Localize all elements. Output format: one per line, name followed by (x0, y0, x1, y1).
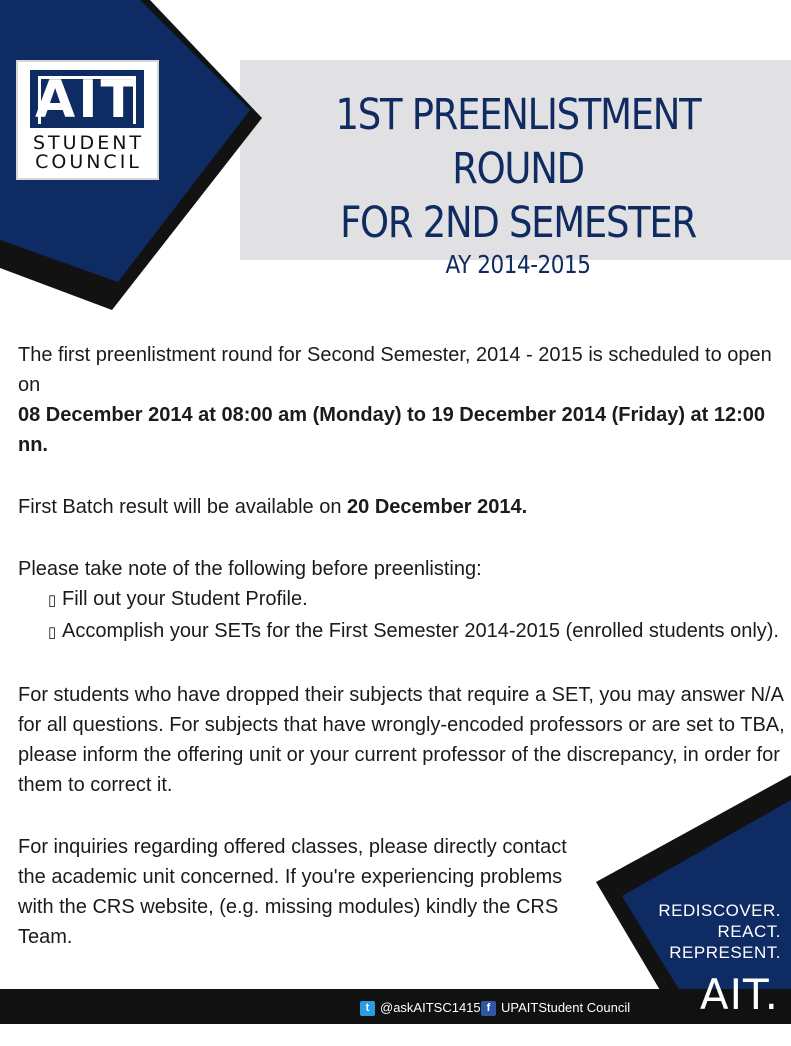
facebook-page: UPAITStudent Council (501, 1000, 631, 1015)
schedule-text: The first preenlistment round for Second Semester, 2014 - 2015 is scheduled to open on (18, 344, 772, 396)
list-item (18, 616, 788, 648)
result-text: First Batch result will be available on (18, 496, 342, 518)
slogan-line-1: REDISCOVER. (658, 901, 781, 920)
logo-mark (30, 70, 144, 128)
list-item-text: Fill out your Student Profile. (62, 588, 308, 610)
schedule-dates: 08 December 2014 at 08:00 am (Monday) to 19 December 2014 (Friday) at 12:00 nn. (18, 404, 766, 456)
twitter-handle-group (360, 1000, 481, 1016)
reminders-section (18, 554, 788, 648)
logo-line-student: STUDENT (32, 132, 145, 154)
logo-mark-text: AIT (34, 70, 140, 130)
result-date: 20 December 2014. (347, 496, 528, 518)
bullet-icon: ▯ (48, 624, 57, 641)
list-item-text: Accomplish your SETs for the First Semester 2014-2015 (enrolled students only). (62, 620, 779, 642)
inquiries-paragraph: For inquiries regarding offered classes, please directly contact the academic unit concerned. If you're experiencing problems with the CRS website, (e.g. missing modules) kindly the CRS Team. (18, 836, 567, 948)
bullet-icon: ▯ (48, 592, 57, 609)
title-line-2: FOR 2ND SEMESTER (340, 198, 696, 248)
ait-corner-mark: AIT. (699, 970, 779, 1019)
slogan-line-2: REACT. (717, 922, 781, 941)
result-paragraph (18, 492, 788, 522)
twitter-icon: t (360, 1001, 375, 1016)
page-title-block (248, 88, 788, 280)
schedule-paragraph (18, 340, 788, 460)
logo-line-council: COUNCIL (35, 151, 142, 173)
reminders-intro: Please take note of the following before preenlisting: (18, 558, 482, 580)
slogan-line-3: REPRESENT. (669, 943, 781, 962)
list-item (18, 584, 788, 616)
ait-student-council-logo (16, 60, 159, 180)
twitter-handle: @askAITSC1415 (380, 1000, 481, 1015)
title-line-1: 1ST PREENLISTMENT ROUND (335, 90, 701, 194)
set-instructions-paragraph: For students who have dropped their subjects that require a SET, you may answer N/A for all questions. For subjects that have wrongly-encoded professors or are set to TBA, please inform the offering unit or your current professor of the discrepancy, in order for them to correct it. (18, 684, 785, 796)
title-subtitle: AY 2014-2015 (445, 250, 591, 279)
facebook-page-group (481, 1000, 630, 1016)
reminders-list (18, 584, 788, 648)
slogan (658, 900, 781, 963)
facebook-icon: f (481, 1001, 496, 1016)
